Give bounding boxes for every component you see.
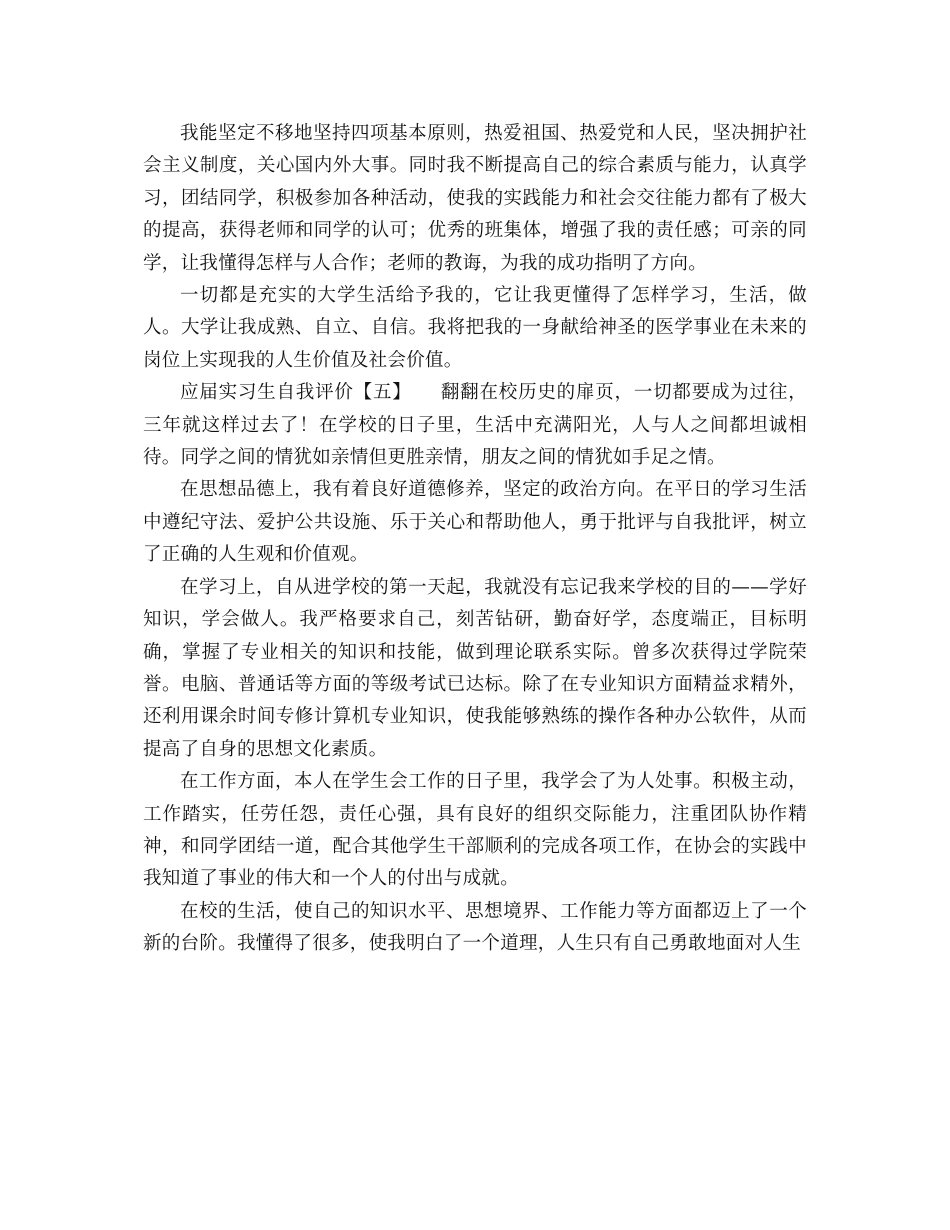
paragraph-1: 我能坚定不移地坚持四项基本原则，热爱祖国、热爱党和人民，坚决拥护社会主义制度，关心国内外大事。同时我不断提高自己的综合素质与能力，认真学习，团结同学，积极参加各种活动，使我的实践能力和社会交往能力都有了极大的提高，获得老师和同学的认可；优秀的班集体，增强了我的责任感；可亲的同学，让我懂得怎样与人合作；老师的教诲，为我的成功指明了方向。 — [143, 123, 807, 274]
paragraph-6: 在工作方面，本人在学生会工作的日子里，我学会了为人处事。积极主动，工作踏实，任劳任怨，责任心强，具有良好的组织交际能力，注重团队协作精神，和同学团结一道，配合其他学生干部顺利的完成各项工作，在协会的实践中我知道了事业的伟大和一个人的付出与成就。 — [143, 771, 807, 890]
paragraph-4: 在思想品德上，我有着良好道德修养，坚定的政治方向。在平日的学习生活中遵纪守法、爱护公共设施、乐于关心和帮助他人，勇于批评与自我批评，树立了正确的人生观和价值观。 — [143, 479, 807, 566]
paragraph-3: 应届实习生自我评价【五】 翻翻在校历史的扉页，一切都要成为过往，三年就这样过去了！在学校的日子里，生活中充满阳光，人与人之间都坦诚相待。同学之间的情犹如亲情但更胜亲情，朋友之间的情犹如手足之情。 — [143, 382, 807, 469]
paragraph-5: 在学习上，自从进学校的第一天起，我就没有忘记我来学校的目的——学好知识，学会做人。我严格要求自己，刻苦钻研，勤奋好学，态度端正，目标明确，掌握了专业相关的知识和技能，做到理论联系实际。曾多次获得过学院荣誉。电脑、普通话等方面的等级考试已达标。除了在专业知识方面精益求精外，还利用课余时间专修计算机专业知识，使我能够熟练的操作各种办公软件，从而提高了自身的思想文化素质。 — [143, 576, 807, 760]
paragraph-7: 在校的生活，使自己的知识水平、思想境界、工作能力等方面都迈上了一个新的台阶。我懂得了很多，使我明白了一个道理，人生只有自己勇敢地面对人生 — [143, 900, 807, 955]
paragraph-2: 一切都是充实的大学生活给予我的，它让我更懂得了怎样学习，生活，做人。大学让我成熟、自立、自信。我将把我的一身献给神圣的医学事业在未来的岗位上实现我的人生价值及社会价值。 — [143, 285, 807, 371]
document-body — [143, 118, 807, 961]
